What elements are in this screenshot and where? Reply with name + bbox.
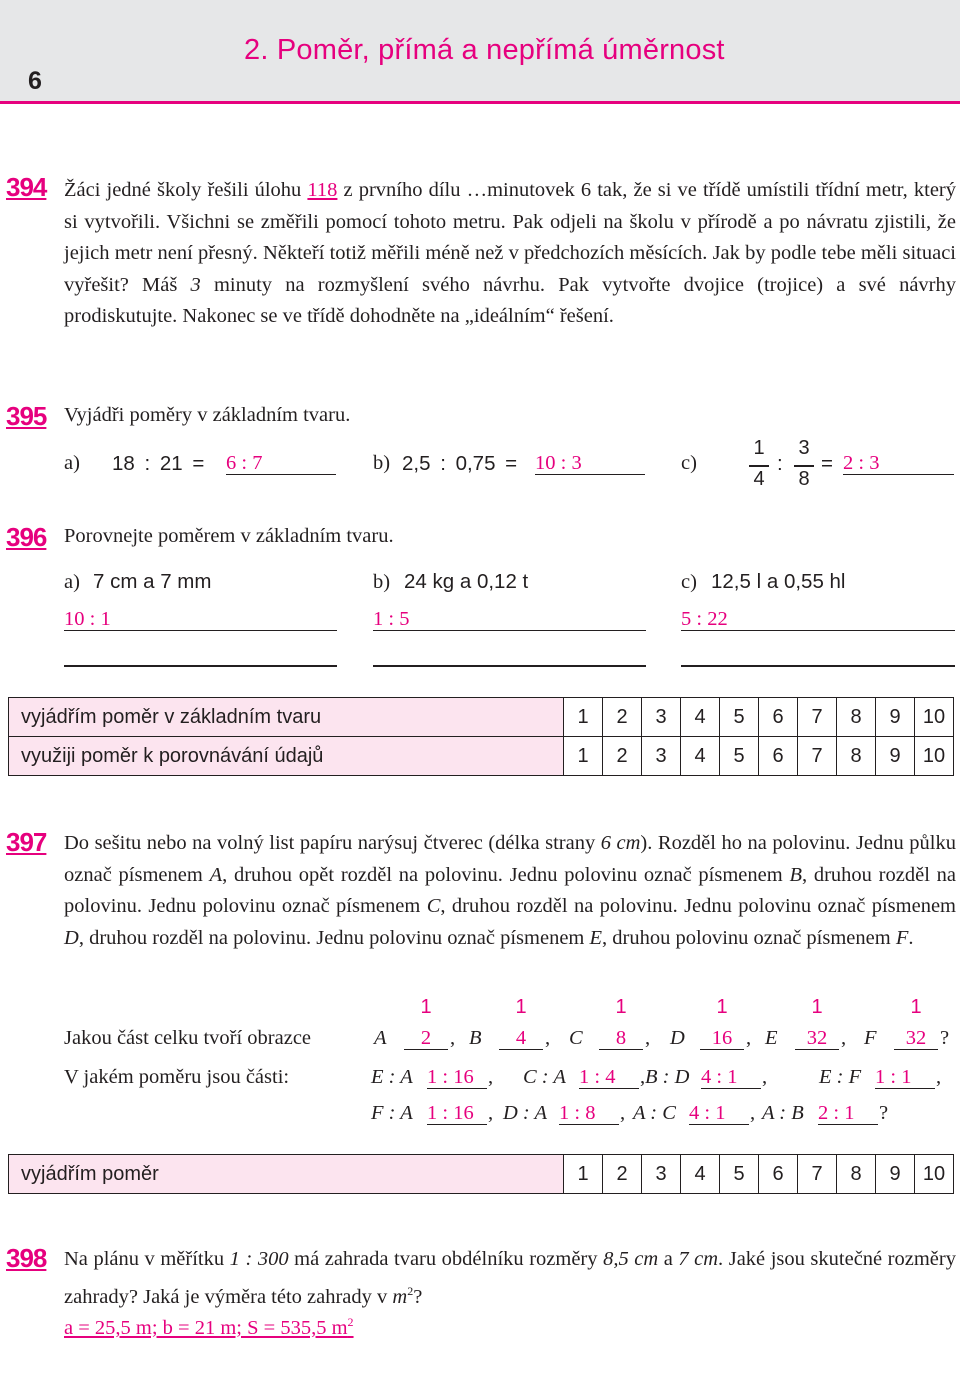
exercise-number-394: 394 [6,172,47,202]
ex396-c-answer: 5 : 22 [681,608,728,630]
fraction-numerator: 1 [420,996,432,1018]
separator: , [750,1102,756,1124]
scale-option[interactable]: 9 [876,1155,915,1194]
ratio-answer-blank[interactable] [701,1066,761,1089]
fraction-answer-blank[interactable] [894,1027,938,1050]
ex395-a-answer-blank[interactable] [226,452,336,475]
ratio-answer: 1 : 16 [427,1102,474,1124]
exercise-number-397: 397 [6,827,47,857]
fraction-answer-blank[interactable] [404,1027,448,1050]
separator: , [545,1027,551,1049]
scale-option[interactable]: 10 [915,737,954,776]
ex396-b-label: b) [373,571,391,593]
fraction-answer-blank[interactable] [499,1027,543,1050]
scale-option[interactable]: 5 [720,737,759,776]
scale-option[interactable]: 9 [876,698,915,737]
self-eval-row [9,1155,954,1194]
exercise-398-text: Na plánu v měřítku 1 : 300 má zahrada tvaru obdélníku rozměry 8,5 cm a 7 cm. Jaké jsou skutečné rozměry zahrady? Jaká je výměra této zahrady v $m^2$? [64,1248,956,1308]
self-evaluation-table-2 [8,1154,954,1194]
ex396-a-label: a) [64,571,80,593]
shape-letter: F [864,1027,877,1049]
page-number: 6 [28,67,42,95]
self-eval-label: vyjádřím poměr v základním tvaru [9,698,564,737]
scale-option[interactable]: 6 [759,1155,798,1194]
separator: ? [940,1027,950,1049]
ratio-pair: E : A [371,1066,413,1088]
self-evaluation-table-1 [8,697,954,776]
exercise-394-text: Žáci jedné školy řešili úlohu 118 z prvního dílu …minutovek 6 tak, že si ve třídě umístili třídní metr, který si vytvořili. Všichni se změřili pomocí tohoto metru. Pak odjeli na školu v přírodě a po návratu zjistili, že jejich metr není přesný. Někteří totiž měřili méně než v předchozích měsících. Jak by podle tebe měli situaci vyřešit? Máš 3 minuty na rozmyšlení svého návrhu. Pak vytvořte dvojice (trojice) a své návrhy prodiskutujte. Nakonec se ve třídě dohodněte na „ideálním“ řešení. [64,179,957,327]
shape-letter: A [374,1027,387,1049]
ex396-a-answer-blank[interactable] [64,608,337,631]
ratio-answer-blank[interactable] [689,1102,749,1125]
ratio-pair: F : A [371,1102,413,1124]
fraction-denominator: 32 [905,1027,927,1049]
self-eval-row [9,698,954,737]
ex396-c-answer-blank[interactable] [681,608,955,631]
ratio-pair: C : A [523,1066,566,1088]
exercise-395-task: Vyjádři poměry v základním tvaru. [64,404,351,426]
separator: , [746,1027,752,1049]
ratio-answer: 1 : 16 [427,1066,474,1088]
shape-letter: D [670,1027,685,1049]
scale-option[interactable]: 7 [798,698,837,737]
scale-option[interactable]: 3 [642,737,681,776]
ratio-answer: 1 : 4 [579,1066,616,1088]
ex396-c-text: 12,5 l a 0,55 hl [711,570,846,593]
ratio-pair: E : F [819,1066,862,1088]
separator: , [450,1027,456,1049]
fraction-numerator: 1 [811,996,823,1018]
exercise-number-398: 398 [6,1243,47,1273]
fraction-numerator: 1 [615,996,627,1018]
scale-option[interactable]: 1 [564,737,603,776]
scale-option[interactable]: 10 [915,1155,954,1194]
scale-option[interactable]: 4 [681,737,720,776]
ex395-a-label: a) [64,452,80,474]
ex396-a-text: 7 cm a 7 mm [93,570,212,593]
ex395-c-fraction-bar-2 [794,465,814,467]
ratio-answer-blank[interactable] [427,1066,487,1089]
ex396-c-extra-line[interactable] [681,665,955,667]
scale-option[interactable]: 8 [837,698,876,737]
scale-option[interactable]: 3 [642,1155,681,1194]
ex395-c-answer: 2 : 3 [843,452,880,474]
fraction-answer-blank[interactable] [599,1027,643,1050]
self-eval-label: využiji poměr k porovnávání údajů [9,737,564,776]
scale-option[interactable]: 6 [759,737,798,776]
ratio-pair: A : C [633,1102,676,1124]
ratio-answer-blank[interactable] [579,1066,639,1089]
exercise-397-text: Do sešitu nebo na volný list papíru narýsuj čtverec (délka strany 6 cm). Rozděl ho na polovinu. Jednu půlku označ písmenem A, druhou opět rozděl na polovinu. Jednu polovinu označ písmenem B, druhou rozděl na polovinu. Jednu polovinu označ písmenem C, druhou rozděl na polovinu. Jednu polovinu označ písmenem D, druhou rozděl na polovinu. Jednu polovinu označ písmenem E, druhou polovinu označ písmenem F. [64,832,957,949]
ex397-question-2: V jakém poměru jsou části: [64,1066,290,1088]
scale-option[interactable]: 2 [603,737,642,776]
ratio-answer: 4 : 1 [701,1066,738,1088]
exercise-396-task: Porovnejte poměrem v základním tvaru. [64,525,394,547]
scale-option[interactable]: 9 [876,737,915,776]
scale-option[interactable]: 3 [642,698,681,737]
ex398-answer[interactable]: a = 25,5 m; b = 21 m; S = 535,5 $m^2$ [64,1315,354,1339]
ex396-b-extra-line[interactable] [373,665,646,667]
fraction-denominator: 32 [806,1027,828,1049]
self-eval-label: vyjádřím poměr [9,1155,564,1194]
fraction-denominator: 4 [515,1027,527,1049]
ratio-answer-blank[interactable] [427,1102,487,1125]
fraction-answer-blank[interactable] [700,1027,744,1050]
ex395-c-colon: : [777,452,783,475]
separator: , [488,1066,494,1088]
shape-letter: C [569,1027,583,1049]
fraction-numerator: 1 [716,996,728,1018]
reference-link[interactable]: 118 [307,179,338,201]
ex397-question-1: Jakou část celku tvoří obrazce [64,1027,312,1049]
ratio-answer: 1 : 1 [875,1066,912,1088]
fraction-denominator: 16 [711,1027,733,1049]
separator: , [645,1027,651,1049]
ratio-answer-blank[interactable] [875,1066,935,1089]
shape-letter: E [765,1027,778,1049]
separator: ? [879,1102,889,1124]
ex396-a-extra-line[interactable] [64,665,337,667]
fraction-denominator: 2 [420,1027,432,1049]
ratio-pair: B : D [645,1066,690,1088]
ex395-c-answer-blank[interactable] [843,452,954,475]
fraction-numerator: 1 [910,996,922,1018]
scale-option[interactable]: 4 [681,1155,720,1194]
separator: , [488,1102,494,1124]
scale-option[interactable]: 1 [564,698,603,737]
self-eval-row [9,737,954,776]
ex396-b-text: 24 kg a 0,12 t [404,570,529,593]
ex396-b-answer-blank[interactable] [373,608,646,631]
scale-option[interactable]: 4 [681,698,720,737]
ex396-c-label: c) [681,571,697,593]
fraction-answer-blank[interactable] [795,1027,839,1050]
ex395-c-numerator-1: 1 [753,437,765,459]
ratio-answer: 2 : 1 [818,1102,855,1124]
scale-option[interactable]: 10 [915,698,954,737]
fraction-numerator: 1 [515,996,527,1018]
ex395-a-answer: 6 : 7 [226,452,263,474]
ex395-c-equals: = [821,452,833,475]
scale-option[interactable]: 6 [759,698,798,737]
ex395-c-label: c) [681,452,697,474]
ex396-a-answer: 10 : 1 [64,608,111,630]
separator: , [640,1066,646,1088]
ex395-c-denominator-1: 4 [753,468,765,490]
ex395-b-label: b) [373,452,391,474]
exercise-number-395: 395 [6,401,47,431]
scale-option[interactable]: 1 [564,1155,603,1194]
ratio-pair: D : A [503,1102,548,1124]
scale-option[interactable]: 5 [720,1155,759,1194]
ex395-b-answer: 10 : 3 [535,452,582,474]
ratio-pair: A : B [762,1102,804,1124]
ex395-b-answer-blank[interactable] [535,452,645,475]
separator: , [936,1066,942,1088]
shape-letter: B [469,1027,482,1049]
scale-option[interactable]: 7 [798,1155,837,1194]
ratio-answer-blank[interactable] [559,1102,619,1125]
scale-option[interactable]: 2 [603,698,642,737]
ratio-answer: 1 : 8 [559,1102,596,1124]
chapter-title: 2. Poměr, přímá a nepřímá úměrnost [244,34,725,66]
exercise-number-396: 396 [6,522,47,552]
ratio-answer-blank[interactable] [818,1102,878,1125]
scale-option[interactable]: 8 [837,1155,876,1194]
separator: , [841,1027,847,1049]
scale-option[interactable]: 7 [798,737,837,776]
separator: , [762,1066,768,1088]
ex395-b-expression: 2,5 : 0,75 = [402,452,518,475]
ex395-c-denominator-2: 8 [798,468,810,490]
ex395-a-expression: 18 : 21 = [112,452,205,475]
header-divider [0,101,960,104]
ex395-c-numerator-2: 3 [798,437,810,459]
scale-option[interactable]: 2 [603,1155,642,1194]
ex395-c-fraction-bar-1 [749,465,769,467]
ratio-answer: 4 : 1 [689,1102,726,1124]
scale-option[interactable]: 8 [837,737,876,776]
fraction-denominator: 8 [615,1027,627,1049]
ex396-b-answer: 1 : 5 [373,608,410,630]
scale-option[interactable]: 5 [720,698,759,737]
separator: , [620,1102,626,1124]
